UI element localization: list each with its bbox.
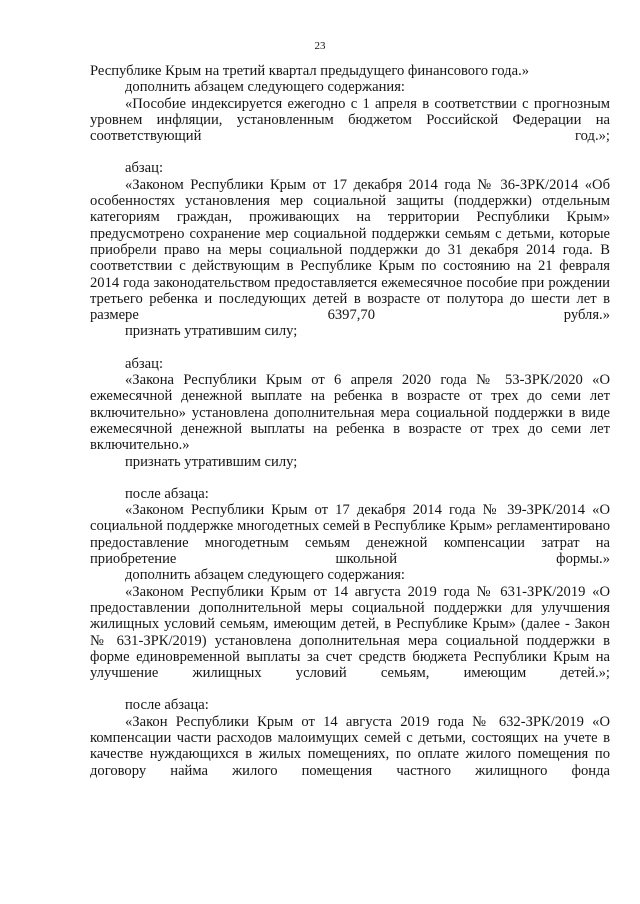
quoted-paragraph: «Законом Республики Крым от 17 декабря 2014 года № 36-ЗРК/2014 «Об особенностях установления мер социальной защиты (поддержки) отдельным категориям граждан, проживающих на территории Республики Крым» предусмотрено сохранение мер социальной поддержки семьям с детьми, которые приобрели право на меры социальной поддержки до 31 декабря 2014 года. В соответствии с действующим в Республике Крым по состоянию на 21 февраля 2014 года законодательством предоставляется ежемесячное пособие при рождении третьего ребенка и последующих детей в возрасте от полутора до шести лет в размере 6397,70 рубля.» — [90, 176, 610, 324]
instruction-repeal: признать утратившим силу; — [125, 453, 298, 470]
quoted-paragraph: «Законом Республики Крым от 14 августа 2019 года № 631-ЗРК/2019 «О предоставлении дополнительной меры социальной поддержки для улучшения жилищных условий семьям, имеющим детей, в Республике Крым» (далее - Закон № 631-ЗРК/2019) установлена дополнительная мера социальной поддержки в форме единовременной выплаты за счет средств бюджета Республики Крым на улучшение жилищных условий семьям, имеющим детей.»; — [90, 583, 610, 682]
quoted-paragraph: «Законом Республики Крым от 17 декабря 2014 года № 39-ЗРК/2014 «О социальной поддержке многодетных семей в Республике Крым» регламентировано предоставление многодетным семьям денежной компенсации затрат на приобретение школьной формы.» — [90, 502, 610, 568]
label-paragraph: абзац: — [125, 160, 164, 177]
instruction-add-paragraph: дополнить абзацем следующего содержания: — [125, 567, 405, 584]
label-after-paragraph: после абзаца: — [125, 485, 209, 502]
quoted-paragraph: «Закон Республики Крым от 14 августа 2019 года № 632-ЗРК/2019 «О компенсации части расходов малоимущих семей с детьми, состоящих на учете в качестве нуждающихся в жилых помещениях, по оплате жилого помещения по договору найма жилого помещения частного жилищного фонда — [90, 713, 610, 779]
document-body — [90, 63, 610, 779]
label-after-paragraph: после абзаца: — [125, 697, 209, 714]
instruction-add-paragraph: дополнить абзацем следующего содержания: — [125, 79, 405, 96]
quoted-paragraph: «Пособие индексируется ежегодно с 1 апреля в соответствии с прогнозным уровнем инфляции, установленным бюджетом Российской Федерации на соответствующий год.»; — [90, 95, 610, 145]
label-paragraph: абзац: — [125, 355, 164, 372]
quoted-paragraph: «Закона Республики Крым от 6 апреля 2020 года № 53-ЗРК/2020 «О ежемесячной денежной выплате на ребенка в возрасте от трех до семи лет включительно» установлена дополнительная мера социальной поддержки в виде ежемесячной денежной выплаты на ребенка в возрасте от трех до семи лет включительно.» — [90, 372, 610, 454]
page-number: 23 — [314, 40, 326, 52]
instruction-repeal: признать утратившим силу; — [125, 323, 298, 340]
paragraph-continuation: Республике Крым на третий квартал предыдущего финансового года.» — [90, 63, 530, 79]
